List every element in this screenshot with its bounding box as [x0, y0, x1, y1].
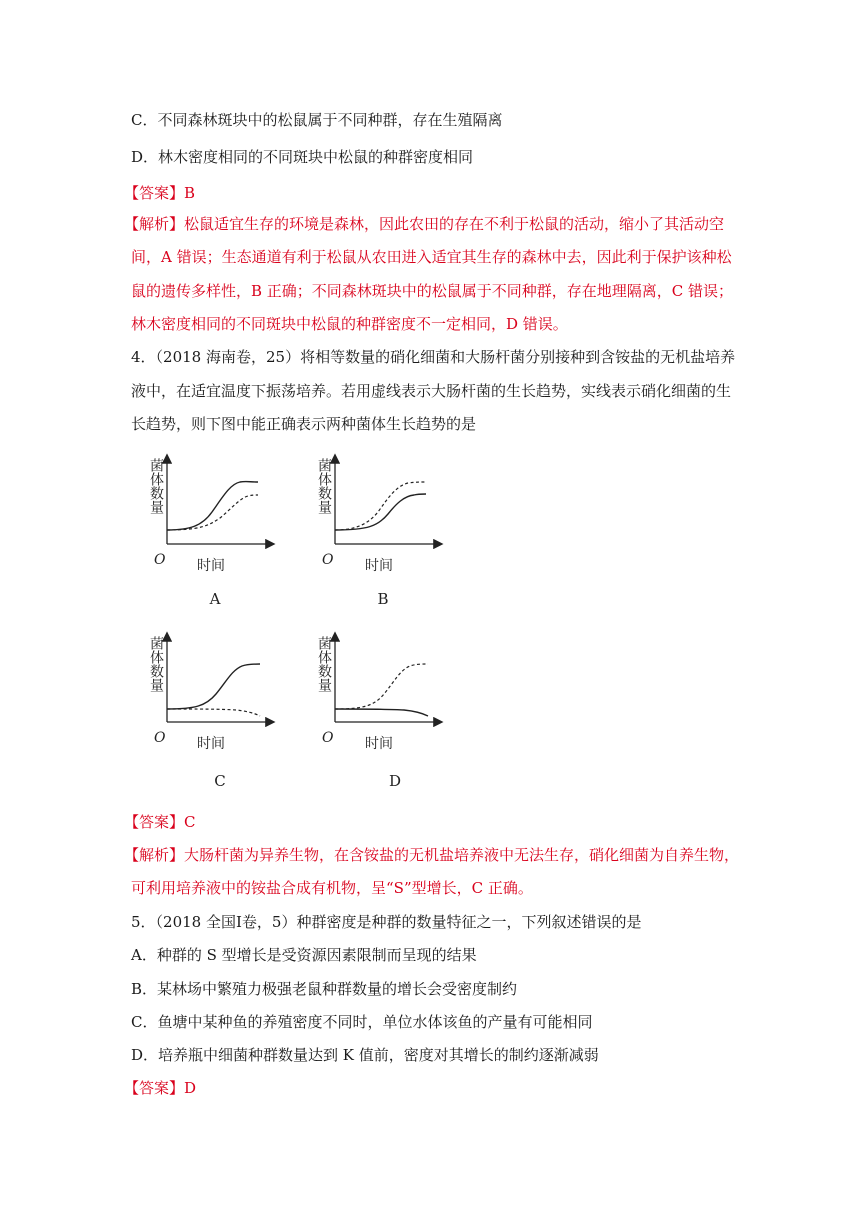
- question-4-line-1: 4．（2018 海南卷，25）将相等数量的硝化细菌和大肠杆菌分别接种到含铵盐的无机盐培养: [131, 348, 736, 366]
- question-5-option-a: A．种群的 S 型增长是受资源因素限制而呈现的结果: [131, 946, 477, 964]
- graph-a: [140, 452, 280, 572]
- question-4-line-3: 长趋势，则下图中能正确表示两种菌体生长趋势的是: [131, 415, 477, 433]
- option-c: C．不同森林斑块中的松鼠属于不同种群，存在生殖隔离: [131, 111, 503, 129]
- caption-a: A: [209, 590, 221, 608]
- explanation-text: 松鼠适宜生存的环境是森林，因此农田的存在不利于松鼠的活动，缩小了其活动空: [184, 215, 725, 233]
- answer-label: 【答案】: [124, 1079, 185, 1097]
- answer-3: [124, 183, 760, 203]
- explanation-label: 【解析】: [124, 846, 185, 864]
- explanation-3-line-3: 鼠的遗传多样性，B 正确；不同森林斑块中的松鼠属于不同种群，存在地理隔离，C 错误；: [131, 282, 734, 300]
- answer-label: 【答案】: [124, 813, 185, 831]
- answer-label: 【答案】: [124, 184, 185, 202]
- explanation-text: 大肠杆菌为异养生物，在含铵盐的无机盐培养液中无法生存，硝化细菌为自养生物，: [184, 846, 740, 864]
- y-axis-label: 菌体数量: [148, 636, 164, 692]
- explanation-3-line-1: [124, 214, 760, 234]
- answer-value: C: [184, 813, 196, 831]
- y-axis-label: 菌体数量: [316, 636, 332, 692]
- question-4-line-2: 液中，在适宜温度下振荡培养。若用虚线表示大肠杆菌的生长趋势，实线表示硝化细菌的生: [131, 382, 732, 400]
- explanation-3-line-4: 林木密度相同的不同斑块中松鼠的种群密度不一定相同，D 错误。: [131, 315, 568, 333]
- graph-b: [308, 452, 448, 572]
- answer-value: D: [184, 1079, 197, 1097]
- caption-c: C: [214, 772, 226, 790]
- explanation-4-line-1: [124, 845, 760, 865]
- origin-label: O: [154, 730, 166, 746]
- answer-value: B: [184, 184, 196, 202]
- question-5-option-c: C．鱼塘中某种鱼的养殖密度不同时，单位水体该鱼的产量有可能相同: [131, 1013, 593, 1031]
- graph-d: [308, 630, 448, 750]
- question-5-option-d: D．培养瓶中细菌种群数量达到 K 值前，密度对其增长的制约逐渐减弱: [131, 1046, 599, 1064]
- explanation-4-line-2: 可利用培养液中的铵盐合成有机物，呈“S”型增长，C 正确。: [131, 879, 533, 897]
- answer-4: [124, 812, 760, 832]
- question-5-option-b: B．某林场中繁殖力极强老鼠种群数量的增长会受密度制约: [131, 980, 518, 998]
- caption-d: D: [388, 772, 402, 790]
- graph-c: [140, 630, 280, 750]
- y-axis-label: 菌体数量: [316, 458, 332, 514]
- x-axis-label: 时间: [197, 558, 225, 574]
- origin-label: O: [154, 552, 166, 568]
- explanation-label: 【解析】: [124, 215, 185, 233]
- origin-label: O: [322, 730, 334, 746]
- option-d: D．林木密度相同的不同斑块中松鼠的种群密度相同: [131, 148, 474, 166]
- caption-b: B: [377, 590, 389, 608]
- origin-label: O: [322, 552, 334, 568]
- x-axis-label: 时间: [365, 558, 393, 574]
- x-axis-label: 时间: [197, 736, 225, 752]
- question-5: 5．（2018 全国Ⅰ卷，5）种群密度是种群的数量特征之一，下列叙述错误的是: [131, 913, 642, 931]
- explanation-3-line-2: 间，A 错误；生态通道有利于松鼠从农田进入适宜其生存的森林中去，因此利于保护该种松: [131, 248, 732, 266]
- x-axis-label: 时间: [365, 736, 393, 752]
- y-axis-label: 菌体数量: [148, 458, 164, 514]
- answer-5: [124, 1078, 760, 1098]
